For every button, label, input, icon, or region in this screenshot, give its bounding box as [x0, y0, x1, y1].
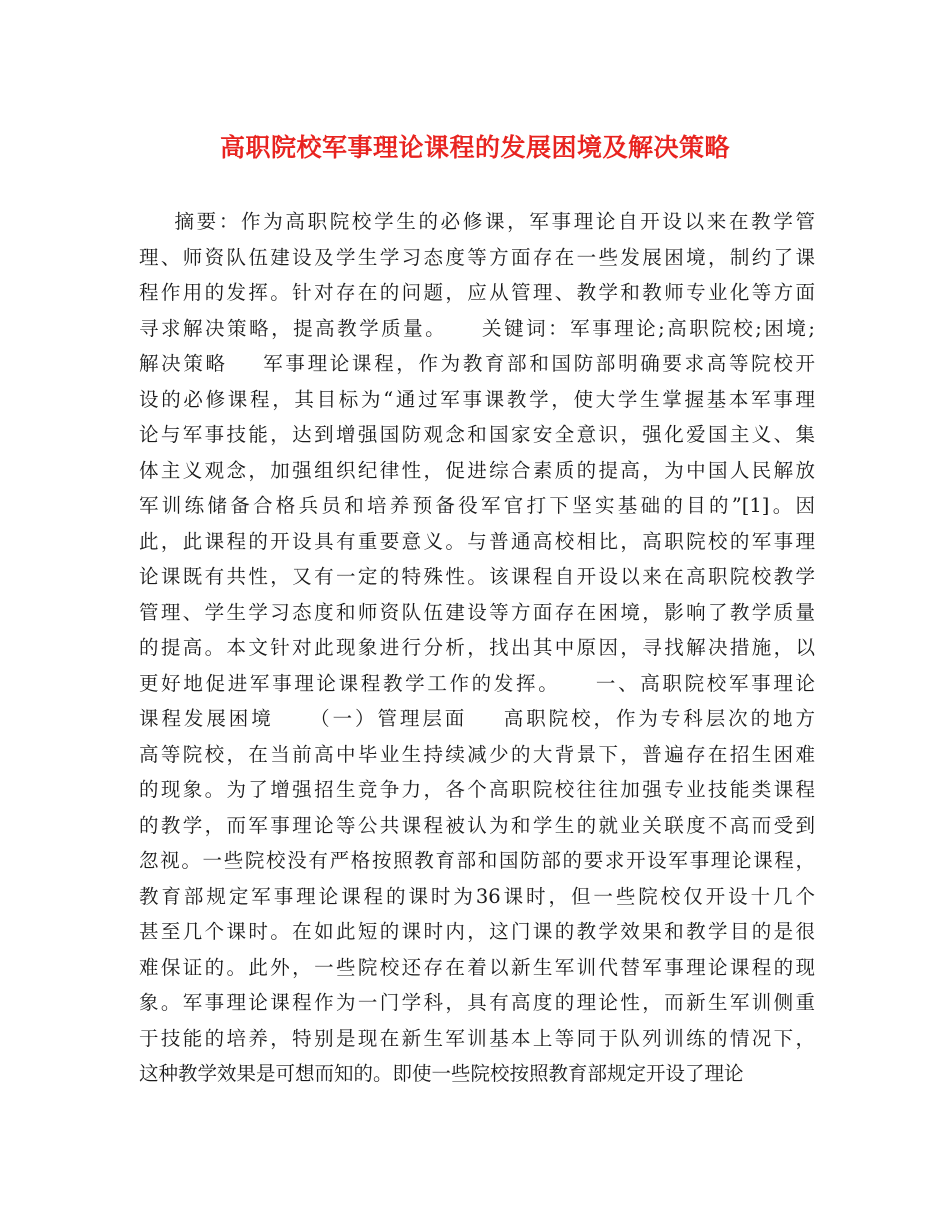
body-line: 高等院校，在当前高中毕业生持续减少的大背景下，普遍存在招生困难	[139, 742, 815, 766]
body-line: 摘要：作为高职院校学生的必修课，军事理论自开设以来在教学管	[139, 210, 815, 233]
body-line: 的现象。为了增强招生竞争力，各个高职院校往往加强专业技能类课程	[139, 778, 815, 801]
body-line: 程作用的发挥。针对存在的问题，应从管理、教学和教师专业化等方面	[139, 281, 815, 304]
document-body	[139, 204, 815, 1092]
body-line: 论与军事技能，达到增强国防观念和国家安全意识，强化爱国主义、集	[139, 423, 815, 446]
body-line: 理、师资队伍建设及学生学习态度等方面存在一些发展困境，制约了课	[139, 245, 815, 269]
body-line: 忽视。一些院校没有严格按照教育部和国防部的要求开设军事理论课程，	[139, 849, 815, 872]
body-line: 设的必修课程，其目标为“通过军事课教学，使大学生掌握基本军事理	[139, 387, 815, 411]
body-line: 的提高。本文针对此现象进行分析，找出其中原因，寻找解决措施，以	[139, 636, 815, 659]
body-line: 这种教学效果是可想而知的。即使一些院校按照教育部规定开设了理论	[139, 1062, 744, 1085]
body-line: 甚至几个课时。在如此短的课时内，这门课的教学效果和教学目的是很	[139, 920, 815, 943]
body-line: 解决策略 军事理论课程，作为教育部和国防部明确要求高等院校开	[139, 352, 815, 375]
body-line: 体主义观念，加强组织纪律性，促进综合素质的提高，为中国人民解放	[139, 458, 815, 482]
body-line: 的教学，而军事理论等公共课程被认为和学生的就业关联度不高而受到	[139, 813, 815, 837]
body-line: 论课既有共性，又有一定的特殊性。该课程自开设以来在高职院校教学	[139, 565, 815, 588]
body-line: 更好地促进军事理论课程教学工作的发挥。 一、高职院校军事理论	[139, 671, 815, 695]
body-line: 管理、学生学习态度和师资队伍建设等方面存在困境，影响了教学质量	[139, 600, 815, 624]
body-line: 此，此课程的开设具有重要意义。与普通高校相比，高职院校的军事理	[139, 529, 815, 553]
document-title: 高职院校军事理论课程的发展困境及解决策略	[219, 133, 730, 162]
body-line: 象。军事理论课程作为一门学科，具有高度的理论性，而新生军训侧重	[139, 991, 815, 1014]
body-line: 课程发展困境 （一）管理层面 高职院校，作为专科层次的地方	[139, 707, 815, 730]
body-line: 于技能的培养，特别是现在新生军训基本上等同于队列训练的情况下，	[139, 1026, 815, 1050]
body-line: 军训练储备合格兵员和培养预备役军官打下坚实基础的目的”[1]。因	[139, 494, 815, 517]
body-line: 教育部规定军事理论课程的课时为36课时，但一些院校仅开设十几个	[139, 884, 815, 908]
body-line: 难保证的。此外，一些院校还存在着以新生军训代替军事理论课程的现	[139, 955, 815, 979]
body-line: 寻求解决策略，提高教学质量。 关键词：军事理论;高职院校;困境;	[139, 316, 815, 340]
